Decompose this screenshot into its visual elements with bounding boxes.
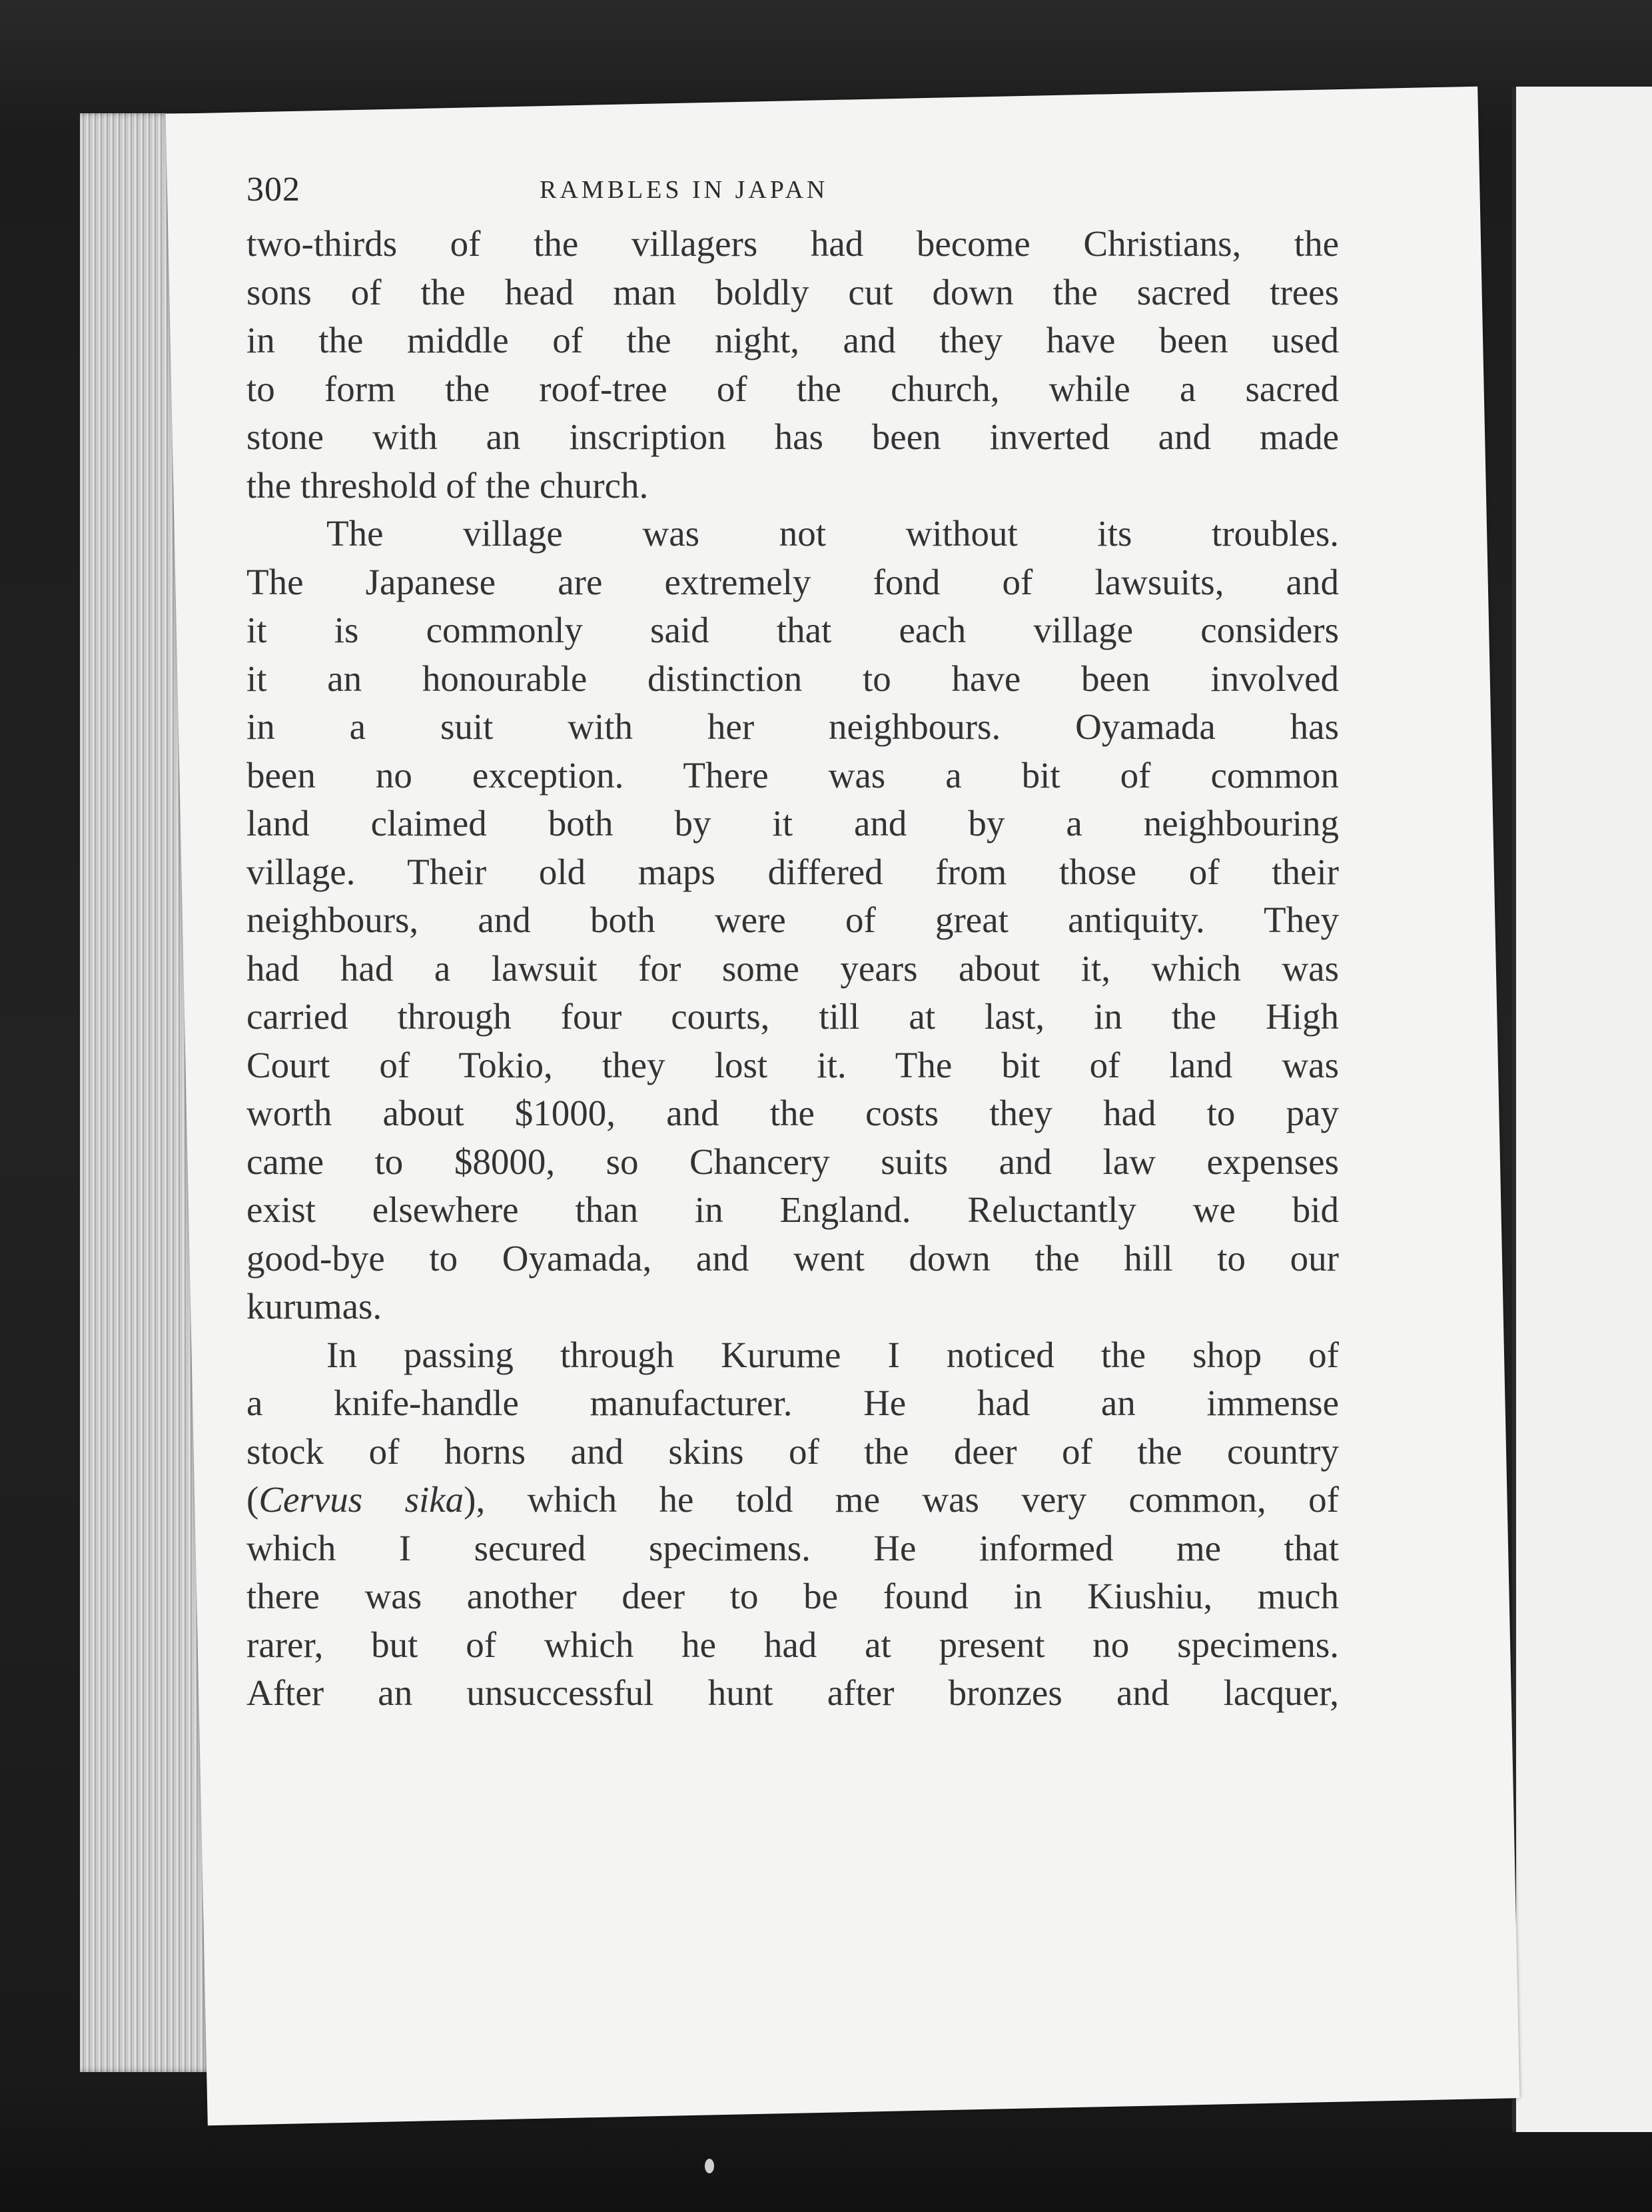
text-line: The Japanese are extremely fond of lawsuits, and — [246, 561, 1339, 602]
text-line: it an honourable distinction to have been involved — [246, 658, 1339, 699]
text-line: in the middle of the night, and they have been used — [246, 320, 1339, 360]
text-line: good-bye to Oyamada, and went down the hill to our — [246, 1237, 1339, 1279]
text-line: came to $8000, so Chancery suits and law expenses — [246, 1141, 1339, 1182]
paragraph — [246, 510, 1339, 1331]
text-line: had had a lawsuit for some years about it, which was — [246, 947, 1339, 989]
text-line: The village was not without its troubles. — [326, 513, 1339, 554]
text-line-with-italic: (Cervus sika), which he told me was very common, of — [246, 1479, 1339, 1520]
text-line: village. Their old maps differed from those of their — [246, 851, 1339, 892]
text-line: kurumas. — [246, 1286, 382, 1327]
page-header — [246, 170, 1339, 210]
text-line: there was another deer to be found in Kiushiu, much — [246, 1576, 1339, 1616]
text-line: carried through four courts, till at last, in the High — [246, 996, 1339, 1037]
paragraph — [246, 1331, 1339, 1718]
italic-species-name: Cervus sika — [258, 1479, 464, 1520]
text-line: After an unsuccessful hunt after bronzes and lacquer, — [246, 1672, 1339, 1713]
text-line: to form the roof-tree of the church, while a sacred — [246, 368, 1339, 409]
text-line: land claimed both by it and by a neighbouring — [246, 803, 1339, 843]
paragraph — [246, 220, 1339, 510]
page-number: 302 — [246, 171, 300, 209]
text-line: it is commonly said that each village considers — [246, 610, 1339, 650]
text-line: a knife-handle manufacturer. He had an immense — [246, 1382, 1339, 1423]
facing-page-edge — [1512, 87, 1652, 2132]
text-line: stone with an inscription has been inverted and made — [246, 416, 1339, 457]
text-line: neighbours, and both were of great antiquity. They — [246, 899, 1339, 940]
text-line: been no exception. There was a bit of common — [246, 754, 1339, 796]
text-line: worth about $1000, and the costs they had to pay — [246, 1093, 1339, 1133]
text-line: which I secured specimens. He informed me that — [246, 1527, 1339, 1568]
running-head: RAMBLES IN JAPAN — [540, 176, 829, 204]
body-text — [246, 220, 1339, 1718]
text-line: two-thirds of the villagers had become Christians, the — [246, 223, 1339, 264]
text-line: in a suit with her neighbours. Oyamada has — [246, 706, 1339, 747]
text-line: In passing through Kurume I noticed the shop of — [326, 1334, 1339, 1375]
text-line: sons of the head man boldly cut down the sacred trees — [246, 271, 1339, 312]
text-line: Court of Tokio, they lost it. The bit of land was — [246, 1044, 1339, 1085]
text-line: the threshold of the church. — [246, 464, 649, 506]
text-line: rarer, but of which he had at present no specimens. — [246, 1624, 1339, 1665]
text-line: stock of horns and skins of the deer of the country — [246, 1430, 1339, 1472]
text-line: exist elsewhere than in England. Reluctantly we bid — [246, 1189, 1339, 1230]
scan-speck — [705, 2159, 714, 2173]
